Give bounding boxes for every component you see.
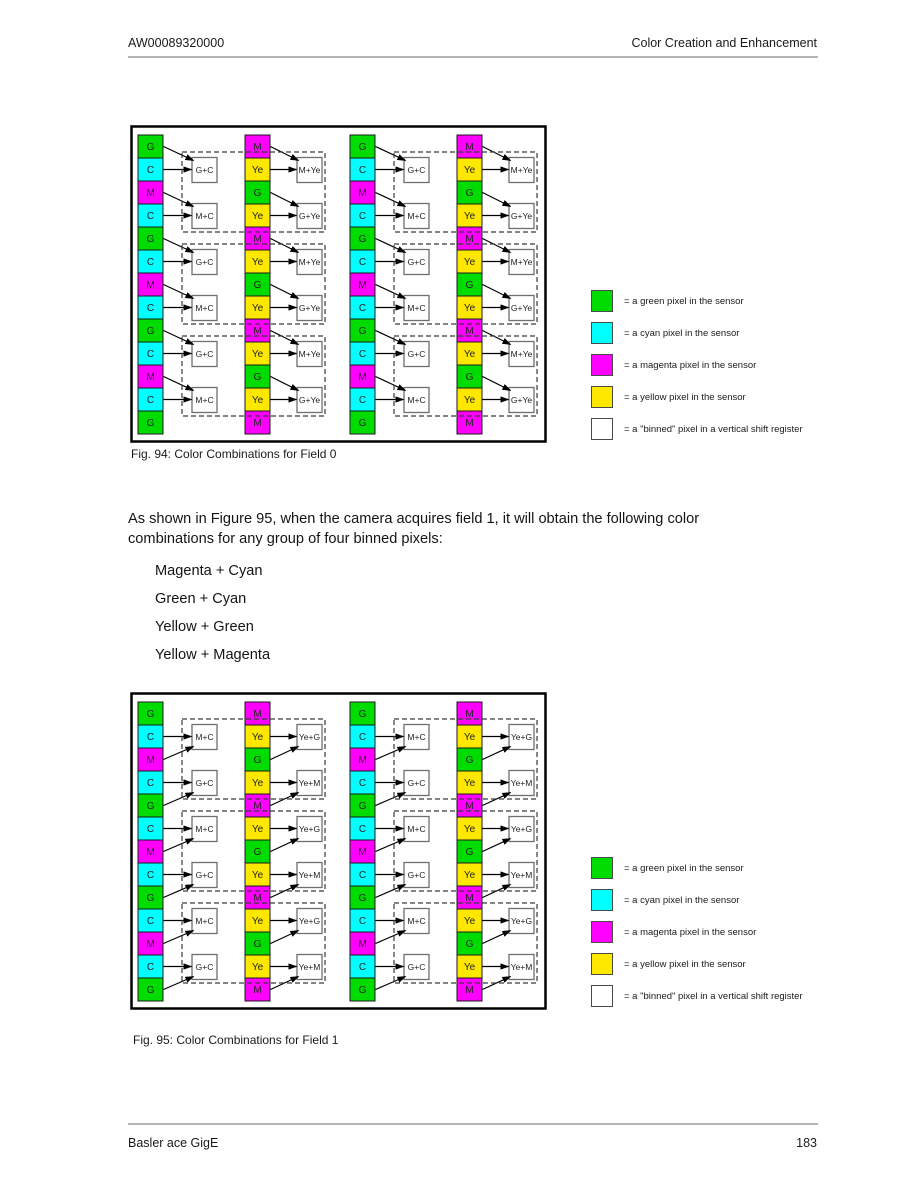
svg-text:M: M — [465, 985, 474, 996]
svg-text:Ye: Ye — [251, 916, 264, 927]
svg-text:M+C: M+C — [407, 916, 426, 926]
svg-text:G+C: G+C — [195, 349, 214, 359]
legend-item — [591, 418, 803, 440]
figure-95-caption: Fig. 95: Color Combinations for Field 1 — [133, 1033, 339, 1047]
svg-text:C: C — [358, 165, 367, 176]
figure-94-diagram — [130, 125, 547, 443]
legend-label: = a magenta pixel in the sensor — [624, 926, 757, 938]
combination-item: Yellow + Green — [155, 619, 254, 635]
legend-item — [591, 290, 803, 312]
svg-text:Ye+G: Ye+G — [298, 824, 321, 834]
svg-text:Ye: Ye — [463, 916, 476, 927]
svg-text:G: G — [465, 188, 474, 199]
svg-text:Ye+G: Ye+G — [298, 916, 321, 926]
footer-page-number: 183 — [796, 1136, 817, 1150]
svg-text:G: G — [465, 372, 474, 383]
svg-text:C: C — [358, 962, 367, 973]
svg-text:M: M — [465, 234, 474, 245]
legend-label: = a "binned" pixel in a vertical shift register — [624, 423, 803, 435]
svg-text:G: G — [253, 847, 262, 858]
svg-text:Ye: Ye — [251, 395, 264, 406]
svg-text:M: M — [146, 188, 155, 199]
svg-text:C: C — [358, 824, 367, 835]
svg-text:Ye+M: Ye+M — [510, 778, 533, 788]
svg-text:Ye+G: Ye+G — [510, 916, 533, 926]
svg-text:M: M — [358, 939, 367, 950]
svg-text:M+C: M+C — [195, 303, 214, 313]
svg-text:G: G — [146, 801, 155, 812]
svg-text:G: G — [358, 985, 367, 996]
svg-text:Ye+M: Ye+M — [298, 870, 321, 880]
legend-label: = a green pixel in the sensor — [624, 295, 744, 307]
svg-text:Ye: Ye — [463, 962, 476, 973]
svg-text:G: G — [146, 709, 155, 720]
figure-95-diagram — [130, 692, 547, 1010]
svg-text:G: G — [465, 755, 474, 766]
legend-item — [591, 889, 803, 911]
legend-item — [591, 857, 803, 879]
legend-label: = a yellow pixel in the sensor — [624, 391, 746, 403]
svg-text:G+C: G+C — [195, 257, 214, 267]
yellow-swatch-icon — [591, 953, 613, 975]
svg-text:G: G — [146, 142, 155, 153]
svg-text:M: M — [146, 847, 155, 858]
svg-text:Ye: Ye — [463, 165, 476, 176]
svg-text:G: G — [146, 985, 155, 996]
legend-label: = a yellow pixel in the sensor — [624, 958, 746, 970]
svg-text:G+Ye: G+Ye — [298, 395, 321, 405]
page-footer — [128, 1136, 817, 1150]
svg-text:M+C: M+C — [195, 824, 214, 834]
header-doc-id: AW00089320000 — [128, 36, 225, 50]
svg-text:M+Ye: M+Ye — [510, 165, 533, 175]
svg-text:M+Ye: M+Ye — [298, 257, 321, 267]
green-swatch-icon — [591, 290, 613, 312]
legend-label: = a "binned" pixel in a vertical shift register — [624, 990, 803, 1002]
svg-text:Ye+M: Ye+M — [510, 962, 533, 972]
svg-text:G+C: G+C — [195, 870, 214, 880]
svg-text:M: M — [358, 847, 367, 858]
svg-text:M: M — [146, 372, 155, 383]
svg-text:Ye+M: Ye+M — [298, 962, 321, 972]
svg-text:G+Ye: G+Ye — [510, 303, 533, 313]
svg-text:Ye: Ye — [463, 395, 476, 406]
svg-text:C: C — [358, 395, 367, 406]
svg-text:G: G — [146, 893, 155, 904]
svg-text:M: M — [465, 801, 474, 812]
svg-text:G: G — [358, 234, 367, 245]
svg-text:M+Ye: M+Ye — [298, 165, 321, 175]
svg-text:G+Ye: G+Ye — [510, 395, 533, 405]
svg-text:G: G — [358, 326, 367, 337]
svg-text:G+C: G+C — [407, 257, 426, 267]
legend-label: = a green pixel in the sensor — [624, 862, 744, 874]
svg-text:G: G — [253, 188, 262, 199]
svg-text:G: G — [253, 755, 262, 766]
svg-text:Ye: Ye — [463, 732, 476, 743]
combination-item: Green + Cyan — [155, 591, 247, 607]
svg-text:M: M — [146, 280, 155, 291]
svg-text:C: C — [358, 870, 367, 881]
header-rule — [128, 56, 818, 58]
svg-text:G+C: G+C — [195, 962, 214, 972]
figure-95 — [130, 692, 547, 1010]
svg-text:G: G — [358, 142, 367, 153]
svg-text:C: C — [146, 778, 155, 789]
svg-text:G: G — [465, 280, 474, 291]
combination-item: Yellow + Magenta — [155, 647, 271, 663]
svg-text:Ye+G: Ye+G — [510, 824, 533, 834]
legend-item — [591, 953, 803, 975]
svg-text:G: G — [358, 418, 367, 429]
white-swatch-icon — [591, 418, 613, 440]
svg-text:G: G — [358, 801, 367, 812]
svg-text:Ye: Ye — [251, 824, 264, 835]
svg-text:Ye: Ye — [251, 778, 264, 789]
svg-text:G: G — [465, 847, 474, 858]
svg-text:Ye: Ye — [463, 778, 476, 789]
legend-label: = a cyan pixel in the sensor — [624, 327, 740, 339]
svg-text:M: M — [465, 142, 474, 153]
footer-doc-name: Basler ace GigE — [128, 1136, 219, 1150]
svg-text:C: C — [358, 349, 367, 360]
svg-text:C: C — [146, 824, 155, 835]
svg-text:M: M — [465, 418, 474, 429]
svg-text:M: M — [465, 893, 474, 904]
legend-item — [591, 921, 803, 943]
svg-text:M+C: M+C — [407, 395, 426, 405]
legend-label: = a cyan pixel in the sensor — [624, 894, 740, 906]
svg-text:M: M — [253, 418, 262, 429]
svg-text:G+C: G+C — [407, 870, 426, 880]
svg-text:Ye+G: Ye+G — [298, 732, 321, 742]
cyan-swatch-icon — [591, 322, 613, 344]
svg-text:G+C: G+C — [407, 778, 426, 788]
svg-text:Ye+G: Ye+G — [510, 732, 533, 742]
svg-text:M: M — [253, 142, 262, 153]
header-section-title: Color Creation and Enhancement — [631, 36, 817, 50]
svg-text:C: C — [146, 962, 155, 973]
svg-text:C: C — [146, 349, 155, 360]
svg-text:M+C: M+C — [195, 916, 214, 926]
svg-text:M+C: M+C — [407, 303, 426, 313]
svg-text:G: G — [465, 939, 474, 950]
svg-text:M: M — [253, 234, 262, 245]
svg-text:G: G — [253, 939, 262, 950]
svg-text:M+C: M+C — [195, 211, 214, 221]
svg-text:M: M — [465, 326, 474, 337]
svg-text:C: C — [146, 303, 155, 314]
green-swatch-icon — [591, 857, 613, 879]
combination-item: Magenta + Cyan — [155, 563, 263, 579]
magenta-swatch-icon — [591, 354, 613, 376]
svg-text:Ye: Ye — [251, 962, 264, 973]
svg-text:C: C — [358, 916, 367, 927]
cyan-swatch-icon — [591, 889, 613, 911]
yellow-swatch-icon — [591, 386, 613, 408]
svg-text:C: C — [358, 257, 367, 268]
svg-text:Ye+M: Ye+M — [298, 778, 321, 788]
svg-text:G+C: G+C — [407, 962, 426, 972]
svg-text:Ye: Ye — [463, 349, 476, 360]
svg-text:Ye: Ye — [251, 870, 264, 881]
svg-text:Ye: Ye — [463, 257, 476, 268]
svg-text:M: M — [253, 985, 262, 996]
figure-94-legend — [591, 290, 803, 450]
legend-item — [591, 354, 803, 376]
svg-text:M+Ye: M+Ye — [510, 349, 533, 359]
combination-list — [155, 560, 270, 672]
svg-text:G+Ye: G+Ye — [298, 211, 321, 221]
svg-text:M: M — [358, 280, 367, 291]
svg-text:C: C — [358, 778, 367, 789]
svg-text:C: C — [146, 211, 155, 222]
svg-text:M: M — [253, 709, 262, 720]
svg-text:G: G — [146, 234, 155, 245]
svg-text:G+C: G+C — [407, 165, 426, 175]
svg-text:M+C: M+C — [195, 395, 214, 405]
svg-text:M+C: M+C — [407, 211, 426, 221]
svg-text:Ye: Ye — [251, 303, 264, 314]
svg-text:Ye: Ye — [463, 824, 476, 835]
svg-text:M: M — [253, 893, 262, 904]
svg-text:Ye: Ye — [463, 211, 476, 222]
svg-text:M: M — [358, 372, 367, 383]
svg-text:M: M — [253, 801, 262, 812]
svg-text:G+C: G+C — [407, 349, 426, 359]
figure-94 — [130, 125, 547, 443]
svg-text:C: C — [146, 732, 155, 743]
svg-text:C: C — [146, 916, 155, 927]
svg-text:C: C — [146, 257, 155, 268]
svg-text:M: M — [253, 326, 262, 337]
svg-text:G+C: G+C — [195, 778, 214, 788]
legend-label: = a magenta pixel in the sensor — [624, 359, 757, 371]
svg-text:G: G — [358, 709, 367, 720]
svg-text:G+Ye: G+Ye — [298, 303, 321, 313]
svg-text:C: C — [358, 211, 367, 222]
white-swatch-icon — [591, 985, 613, 1007]
svg-text:G: G — [146, 418, 155, 429]
svg-text:M: M — [358, 755, 367, 766]
svg-text:Ye: Ye — [251, 165, 264, 176]
legend-item — [591, 322, 803, 344]
svg-text:Ye: Ye — [251, 732, 264, 743]
legend-item — [591, 985, 803, 1007]
svg-text:M: M — [146, 755, 155, 766]
svg-text:M+C: M+C — [407, 824, 426, 834]
figure-95-legend — [591, 857, 803, 1017]
svg-text:M: M — [146, 939, 155, 950]
svg-text:C: C — [146, 870, 155, 881]
svg-text:Ye: Ye — [463, 303, 476, 314]
svg-text:G+C: G+C — [195, 165, 214, 175]
svg-text:G: G — [253, 280, 262, 291]
figure-94-caption: Fig. 94: Color Combinations for Field 0 — [131, 447, 337, 461]
body-paragraph: As shown in Figure 95, when the camera acquires field 1, it will obtain the following color combinations for any group of four binned pixels: — [128, 511, 700, 547]
svg-text:Ye: Ye — [251, 257, 264, 268]
svg-text:G: G — [358, 893, 367, 904]
svg-text:C: C — [358, 303, 367, 314]
magenta-swatch-icon — [591, 921, 613, 943]
svg-text:G+Ye: G+Ye — [510, 211, 533, 221]
svg-text:M+C: M+C — [195, 732, 214, 742]
svg-text:C: C — [146, 395, 155, 406]
page-header — [128, 36, 817, 50]
svg-text:Ye: Ye — [463, 870, 476, 881]
footer-rule — [128, 1123, 818, 1125]
svg-text:G: G — [253, 372, 262, 383]
svg-text:Ye: Ye — [251, 349, 264, 360]
svg-text:C: C — [146, 165, 155, 176]
svg-text:Ye: Ye — [251, 211, 264, 222]
svg-text:M+C: M+C — [407, 732, 426, 742]
svg-text:Ye+M: Ye+M — [510, 870, 533, 880]
svg-text:C: C — [358, 732, 367, 743]
svg-text:M: M — [465, 709, 474, 720]
svg-text:M: M — [358, 188, 367, 199]
svg-text:M+Ye: M+Ye — [510, 257, 533, 267]
svg-text:M+Ye: M+Ye — [298, 349, 321, 359]
legend-item — [591, 386, 803, 408]
svg-text:G: G — [146, 326, 155, 337]
